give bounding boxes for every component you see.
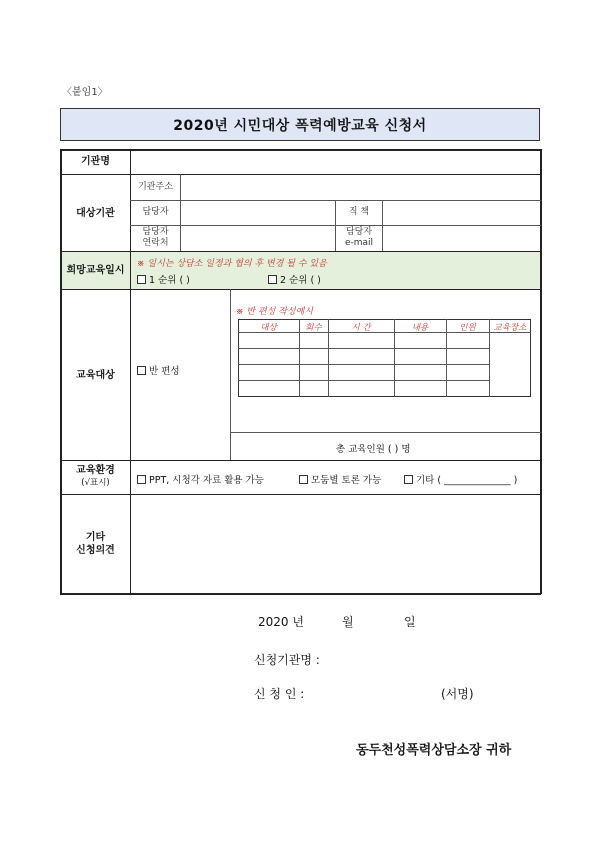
row-divider <box>230 432 541 433</box>
date-month: 월 <box>342 615 354 629</box>
row-divider <box>60 289 541 290</box>
position-input[interactable] <box>383 201 540 225</box>
manager-input[interactable] <box>181 201 335 225</box>
agency-address-label: 기관주소 <box>138 182 173 192</box>
priority-2-checkbox[interactable] <box>268 275 277 284</box>
env-ppt-checkbox[interactable] <box>137 475 146 484</box>
priority-1-option[interactable]: 1 순위 ( ) <box>137 272 190 286</box>
desired-date-label: 희망교육일시 <box>66 265 125 276</box>
row-divider <box>238 348 489 349</box>
applicant-agency-label: 신청기관명 : <box>254 653 320 667</box>
agency-name-label: 기관명 <box>81 156 110 167</box>
date-year: 2020 년 <box>258 615 304 629</box>
manager-email-label: 담당자 e-mail <box>344 227 374 248</box>
class-table-header: 시 간 <box>351 323 371 333</box>
total-participants: 총 교육인원 ( ) 명 <box>336 444 411 455</box>
other-opinion-input[interactable] <box>131 495 540 593</box>
class-table-header: 내용 <box>411 323 429 333</box>
class-table-header: 인원 <box>459 323 476 333</box>
col-divider <box>230 289 231 460</box>
other-opinion-label: 기타 신청의견 <box>76 532 115 556</box>
class-table-header: 교육장소 <box>493 323 527 333</box>
env-other-checkbox[interactable] <box>404 475 413 484</box>
position-label: 직 책 <box>348 207 370 217</box>
env-group-checkbox[interactable] <box>299 475 308 484</box>
target-agency-label: 대상기관 <box>76 208 115 219</box>
environment-label: 교육환경 (√표시) <box>76 465 115 488</box>
class-table-header: 회수 <box>305 323 322 333</box>
priority-2-option[interactable]: 2 순위 ( ) <box>268 272 321 286</box>
env-ppt-option[interactable]: PPT, 시청각 자료 활용 가능 <box>137 472 264 486</box>
date-day: 일 <box>404 615 416 629</box>
row-divider <box>60 251 541 252</box>
signature-label: (서명) <box>441 687 474 701</box>
addressee: 동두천성폭력상담소장 귀하 <box>356 743 512 758</box>
agency-name-input[interactable] <box>131 150 540 174</box>
manager-label: 담당자 <box>142 207 169 217</box>
applicant-label: 신 청 인 : <box>254 687 305 701</box>
agency-address-input[interactable] <box>181 175 540 200</box>
row-divider <box>238 364 489 365</box>
class-option[interactable]: 반 편성 <box>137 363 180 377</box>
form-title: 2020년 시민대상 폭력예방교육 신청서 <box>60 108 540 141</box>
attachment-label: 〈붙임1〉 <box>62 87 108 98</box>
manager-contact-label: 담당자 연락처 <box>142 227 169 248</box>
row-divider <box>60 460 541 461</box>
row-divider <box>238 380 489 381</box>
desired-date-note: ※ 일시는 상담소 일정과 협의 후 변경 될 수 있음 <box>137 259 327 269</box>
class-table-header: 대상 <box>260 323 277 333</box>
env-group-option[interactable]: 모둠별 토론 가능 <box>299 472 381 486</box>
manager-contact-input[interactable] <box>181 226 335 251</box>
manager-email-input[interactable] <box>383 226 540 251</box>
class-checkbox[interactable] <box>137 366 146 375</box>
env-other-option[interactable]: 기타 ( ______________ ) <box>404 472 517 486</box>
class-example-note: ※ 반 편성 작성예시 <box>236 307 313 317</box>
priority-1-checkbox[interactable] <box>137 275 146 284</box>
table-right-border <box>540 149 542 594</box>
education-target-label: 교육대상 <box>76 370 115 381</box>
table-bottom-border <box>60 593 541 595</box>
